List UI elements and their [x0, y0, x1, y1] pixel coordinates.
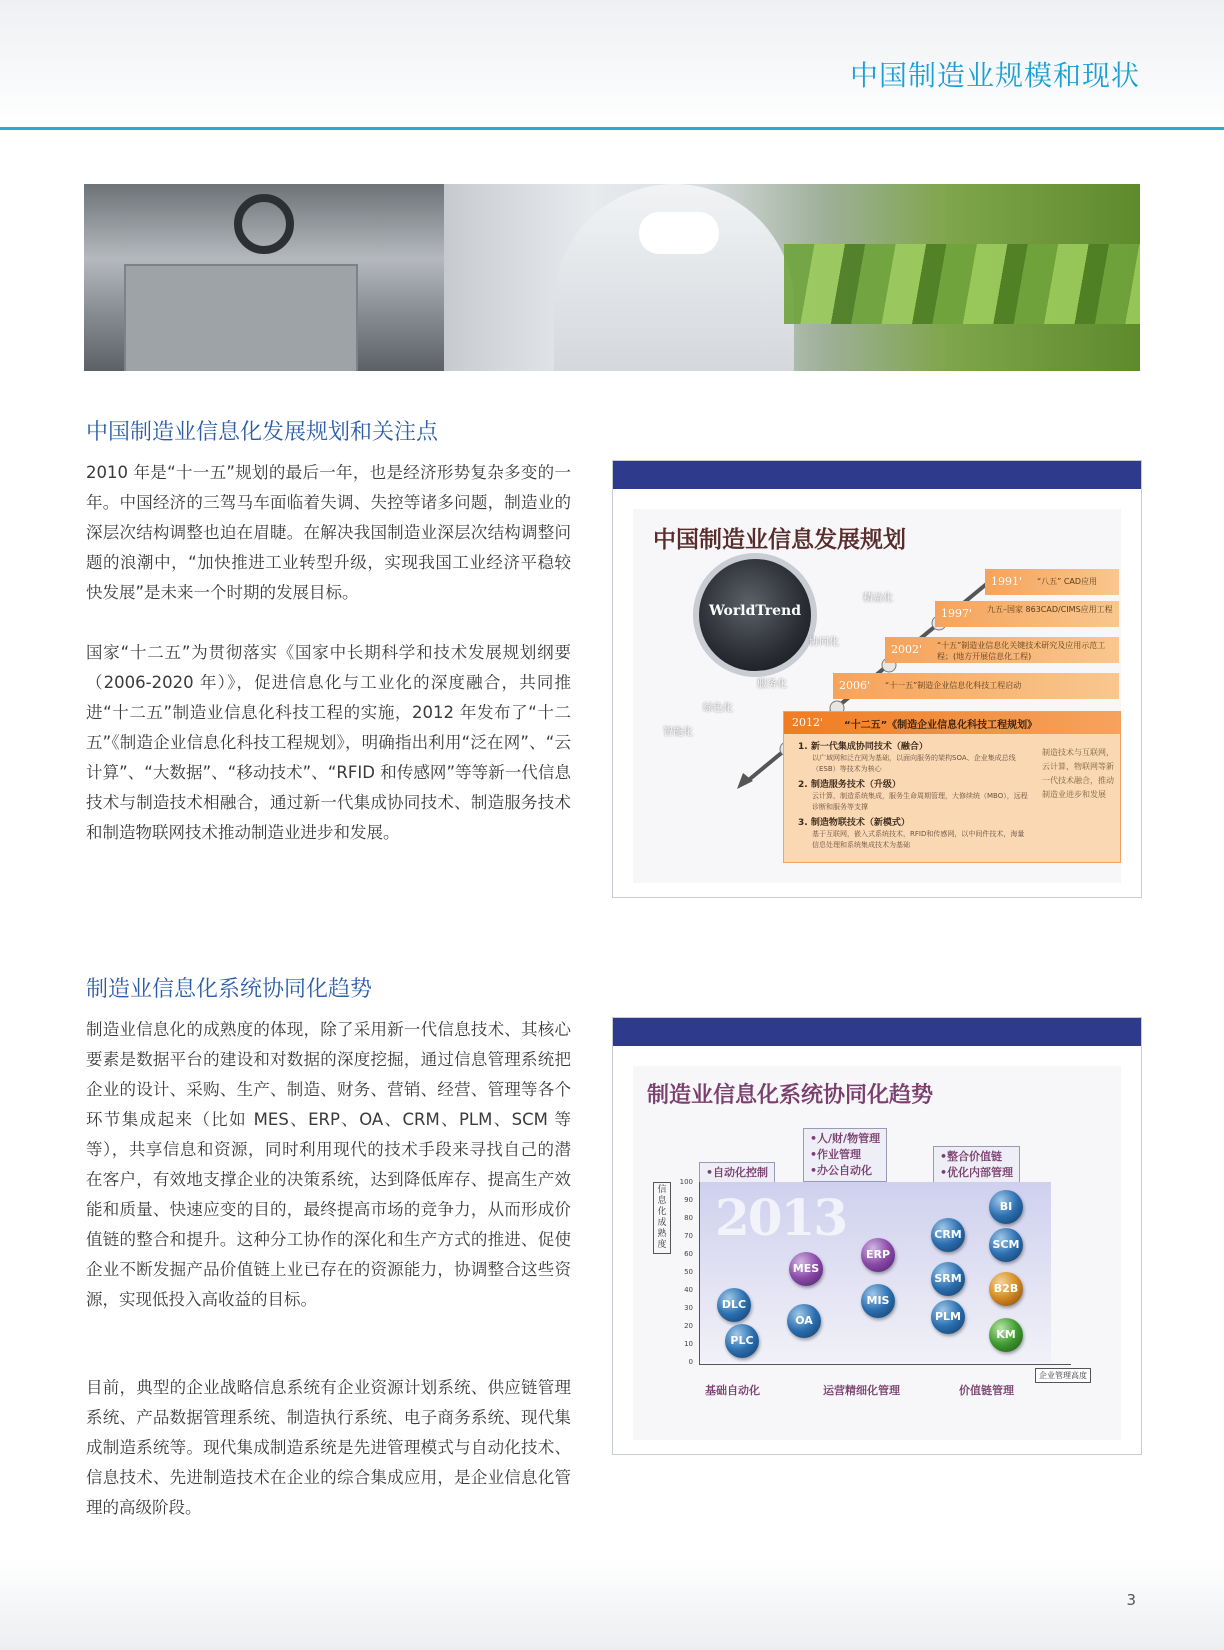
x-axis	[699, 1364, 1071, 1365]
bubble-scm: SCM	[989, 1228, 1023, 1262]
timeline-row	[935, 601, 1119, 627]
y-tick: 100	[679, 1178, 693, 1186]
category-box-operations	[803, 1128, 887, 1182]
plan-item-head: 3. 制造物联技术（新模式）	[798, 818, 910, 828]
row-text: “十五”制造业信息化关键技术研究及应用示范工程；(地方开展信息化工程)	[937, 641, 1106, 661]
bubble-srm: SRM	[931, 1262, 965, 1296]
section1-paragraph-1: 2010 年是“十一五”规划的最后一年，也是经济形势复杂多变的一年。中国经济的三驾马车面临着失调、失控等诸多问题，制造业的深层次结构调整也迫在眉睫。在解决我国制造业深层次结构调整问题的浪潮中，“加快推进工业转型升级，实现我国工业经济平稳较快发展”是未来一个时期的发展目标。	[86, 463, 571, 602]
category-box-value-chain	[933, 1146, 1020, 1184]
timeline-row-2012	[783, 711, 1121, 863]
section1-title: 中国制造业信息化发展规划和关注点	[86, 420, 439, 445]
row-text: “十一五”制造企业信息化科技工程启动	[885, 681, 1022, 690]
plan-item-desc: 以广域网和泛在网为基础，以面向服务的架构SOA、企业集成总线（ESB）等技术为核心	[812, 754, 1016, 773]
y-tick: 0	[688, 1358, 693, 1366]
box-item: •优化内部管理	[940, 1166, 1014, 1179]
figure-planning	[612, 460, 1142, 898]
plan-item-desc: 基于互联网，嵌入式系统技术，RFID和传感网，以中间件技术，海量信息处理和系统集成技术为基础	[812, 830, 1025, 849]
plan-item	[798, 818, 1028, 851]
y-tick: 90	[684, 1196, 693, 1204]
figure-header-bar	[613, 1018, 1141, 1046]
row-year: 2006'	[839, 679, 871, 692]
plan-item-head: 2. 制造服务技术（升级）	[798, 780, 901, 790]
photo-machine-panel	[124, 264, 358, 371]
row-year: 2012'	[792, 716, 824, 729]
y-tick: 40	[684, 1286, 693, 1294]
phase-label: 服务化	[757, 679, 787, 690]
y-axis	[699, 1182, 700, 1364]
timeline-row	[985, 569, 1119, 595]
plan-item	[798, 742, 1028, 775]
box-item: •办公自动化	[810, 1164, 873, 1177]
phase-label: 精益化	[863, 593, 893, 604]
x-category: 价值链管理	[959, 1384, 1014, 1397]
box-item: •自动化控制	[706, 1166, 769, 1179]
plan-item-head: 1. 新一代集成协同技术（融合）	[798, 742, 928, 752]
footer-band	[0, 1560, 1224, 1650]
row-text: “十二五”《制造企业信息化科技工程规划》	[844, 720, 1038, 731]
box-item: •人/财/物管理	[810, 1132, 881, 1145]
category-box-automation	[699, 1162, 775, 1184]
y-axis-label: 信息化成熟度	[653, 1182, 671, 1254]
row-year: 2002'	[891, 643, 923, 656]
box-item: •作业管理	[810, 1148, 862, 1161]
x-category: 基础自动化	[705, 1384, 760, 1397]
figure1-title: 中国制造业信息发展规划	[653, 527, 906, 553]
phase-label: 绿色化	[703, 703, 733, 714]
plan-item	[798, 780, 1028, 813]
x-category: 运营精细化管理	[823, 1384, 900, 1397]
bubble-mes: MES	[789, 1252, 823, 1286]
figure-header-bar	[613, 461, 1141, 489]
y-tick: 80	[684, 1214, 693, 1222]
page-number: 3	[1126, 1591, 1136, 1609]
worldtrend-label: WorldTrend	[708, 603, 802, 619]
photo-handwheel	[234, 194, 294, 254]
bubble-erp: ERP	[861, 1238, 895, 1272]
row-2012-header	[784, 712, 1120, 734]
figure-canvas	[633, 1066, 1121, 1440]
y-tick: 60	[684, 1250, 693, 1258]
figure-canvas	[633, 509, 1121, 883]
phase-label: 智能化	[663, 727, 693, 738]
photo-conveyor-packages	[784, 244, 1140, 324]
box-item: •整合价值链	[940, 1150, 1003, 1163]
bubble-dlc: DLC	[717, 1288, 751, 1322]
figure2-title: 制造业信息化系统协同化趋势	[647, 1083, 934, 1108]
page-header-title: 中国制造业规模和现状	[849, 59, 1140, 92]
y-tick: 70	[684, 1232, 693, 1240]
timeline-row	[885, 637, 1119, 663]
factory-photo	[84, 184, 1140, 371]
photo-worker-mask	[639, 212, 719, 254]
y-tick: 10	[684, 1340, 693, 1348]
bubble-bi: BI	[989, 1190, 1023, 1224]
bubble-km: KM	[989, 1318, 1023, 1352]
y-tick: 20	[684, 1322, 693, 1330]
y-tick: 30	[684, 1304, 693, 1312]
figure-trend	[612, 1017, 1142, 1455]
section2-paragraph-2: 目前，典型的企业战略信息系统有企业资源计划系统、供应链管理系统、产品数据管理系统、制造执行系统、电子商务系统、现代集成制造系统等。现代集成制造系统是先进管理模式与自动化技术、信息技术、先进制造技术在企业的综合集成应用，是企业信息化管理的高级阶段。	[86, 1378, 571, 1517]
section1-paragraph-2: 国家“十二五”为贯彻落实《国家中长期科学和技术发展规划纲要（2006-2020 年）》，促进信息化与工业化的深度融合，共同推进“十二五”制造业信息化科技工程的实施，2012 年发布了“十二五”《制造企业信息化科技工程规划》，明确指出利用“泛在网”、“云计算”、“大数据”、“移动技术”、“RFID 和传感网”等等新一代信息技术与制造技术相融合，通过新一代集成协同技术、制造服务技术和制造物联网技术推动制造业进步和发展。	[86, 643, 571, 842]
y-tick: 50	[684, 1268, 693, 1276]
plan-side-note: 制造技术与互联网，云计算，物联网等新一代技术融合，推动制造业进步和发展	[1042, 748, 1114, 799]
timeline-row	[833, 673, 1119, 699]
row-text: “八五” CAD应用	[1037, 577, 1098, 586]
bubble-crm: CRM	[931, 1218, 965, 1252]
section2-title: 制造业信息化系统协同化趋势	[86, 977, 373, 1002]
x-axis-label: 企业管理高度	[1035, 1368, 1091, 1383]
year-watermark: 2013	[715, 1188, 847, 1247]
bubble-plm: PLM	[931, 1300, 965, 1334]
row-text: 九五–国家 863CAD/CIMS应用工程	[987, 605, 1113, 614]
plan-item-desc: 云计算，制造系统集成，服务生命周期管理，大修续统（MBO），远程诊断和服务等支撑	[812, 792, 1028, 811]
row-year: 1991'	[991, 575, 1023, 588]
row-year: 1997'	[941, 607, 973, 620]
bubble-oa: OA	[787, 1304, 821, 1338]
header-rule	[0, 127, 1224, 130]
bubble-b2b: B2B	[989, 1272, 1023, 1306]
bubble-mis: MIS	[861, 1284, 895, 1318]
section2-paragraph-1: 制造业信息化的成熟度的体现，除了采用新一代信息技术、其核心要素是数据平台的建设和对数据的深度挖掘，通过信息管理系统把企业的设计、采购、生产、制造、财务、营销、经营、管理等各个环节集成起来（比如 MES、ERP、OA、CRM、PLM、SCM 等等），共享信息和资源，同时利用现代的技术手段来寻找自己的潜在客户，有效地支撑企业的决策系统，达到降低库存、提高生产效能和质量、快速应变的目的，最终提高市场的竞争力，从而形成价值链的整合和提升。这种分工协作的深化和生产方式的推进、促使企业不断发掘产品价值链上业已存在的资源能力，协调整合这些资源，实现低投入高收益的目标。	[86, 1020, 571, 1309]
phase-label: 协同化	[809, 637, 839, 648]
bubble-plc: PLC	[725, 1324, 759, 1358]
